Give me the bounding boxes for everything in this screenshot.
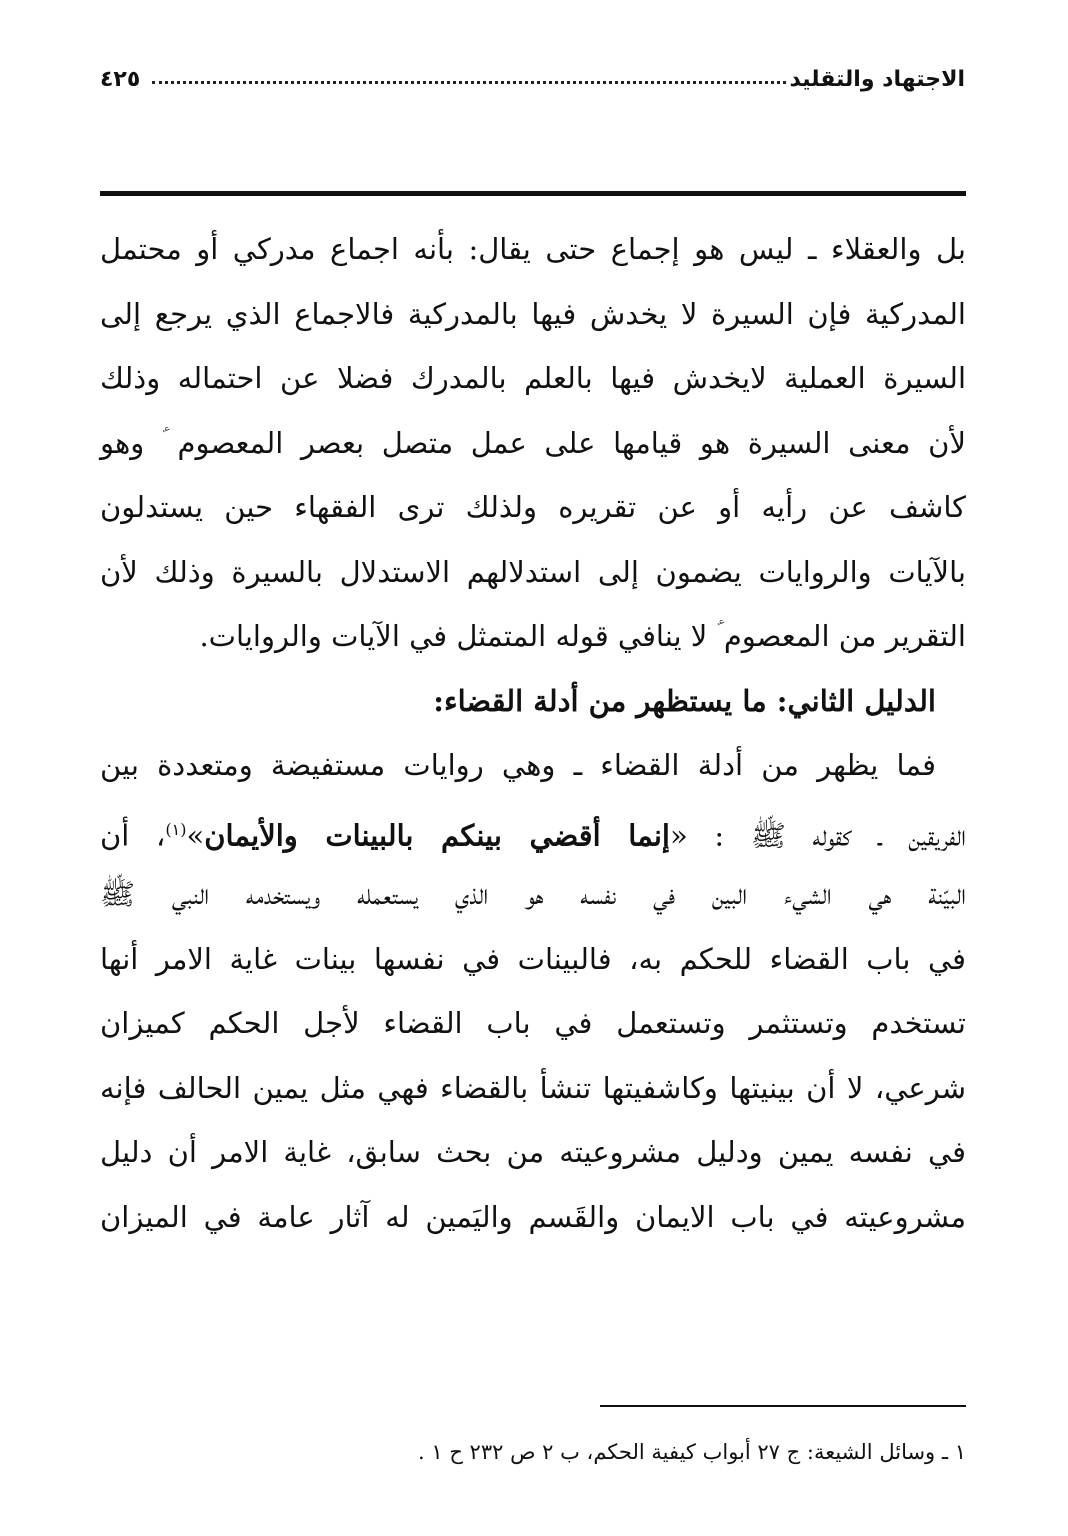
text-line: تستخدم وتستثمر وتستعمل في باب القضاء لأجل الحكم كميزان: [100, 1006, 966, 1040]
text-line: التقرير من المعصوم ؑ لا ينافي قوله المتمثل في الآيات والروايات.: [199, 619, 966, 653]
footnote-ref[interactable]: (١): [165, 819, 187, 839]
text-line: بالآيات والروايات يضمون إلى استدلالهم الاستدلال بالسيرة وذلك لأن: [100, 554, 966, 589]
hadith-quote: إنما أقضي بينكم بالبينات والأيمان: [204, 818, 670, 853]
text-line: مشروعيته في باب الايمان والقَسم واليَمين له آثار عامة في الميزان: [100, 1199, 966, 1234]
text-line: السيرة العملية لايخدش فيها بالعلم بالمدرك فضلا عن احتماله وذلك: [100, 361, 966, 395]
footnote-rule: [600, 1405, 966, 1407]
text-line: البيّنة هي الشيء البين في نفسه هو الذي يستعمله ويستخدمه النبي ﷺ: [100, 877, 966, 911]
text-line: المدركية فإن السيرة لا يخدش فيها بالمدركية فالاجماع الذي يرجع إلى: [100, 296, 966, 331]
text-line: شرعي، لا أن بينيتها وكاشفيتها تنشأ بالقضاء فهي مثل يمين الحالف فإنه: [100, 1070, 966, 1105]
text-line: فما يظهر من أدلة القضاء ـ وهي روايات مستفيضة ومتعددة بين: [100, 748, 936, 782]
quote-suffix: ، أن: [100, 818, 166, 853]
quote-close: »: [186, 818, 205, 853]
text-line: لأن معنى السيرة هو قيامها على عمل متصل بعصر المعصوم ؑ وهو: [100, 425, 966, 460]
running-header: [100, 52, 965, 92]
quote-prefix: الفريقين ـ كقوله ﷺ : «: [670, 818, 966, 853]
text-line: في باب القضاء للحكم به، فالبينات في نفسها بينات غاية الامر أنها: [100, 941, 966, 976]
header-title: الاجتهاد والتقليد: [789, 67, 965, 92]
header-rule: [100, 191, 966, 196]
header-dot-leader: [152, 81, 785, 84]
body-text: [100, 222, 966, 1254]
section-heading: الدليل الثاني: ما يستظهر من أدلة القضاء:: [433, 683, 936, 718]
text-line: في نفسه يمين ودليل مشروعيته من بحث سابق، غاية الامر أن دليل: [100, 1135, 966, 1169]
page-number: ٤٢٥: [100, 67, 141, 92]
quote-line: [100, 803, 966, 868]
text-line: بل والعقلاء ـ ليس هو إجماع حتى يقال: بأنه اجماع مدركي أو محتمل: [100, 232, 966, 266]
text-line: كاشف عن رأيه أو عن تقريره ولذلك ترى الفقهاء حين يستدلون: [100, 490, 966, 524]
footnote: ١ ـ وسائل الشيعة: ج ٢٧ أبواب كيفية الحكم، ب ٢ ص ٢٣٢ ح ١ .: [418, 1440, 966, 1464]
